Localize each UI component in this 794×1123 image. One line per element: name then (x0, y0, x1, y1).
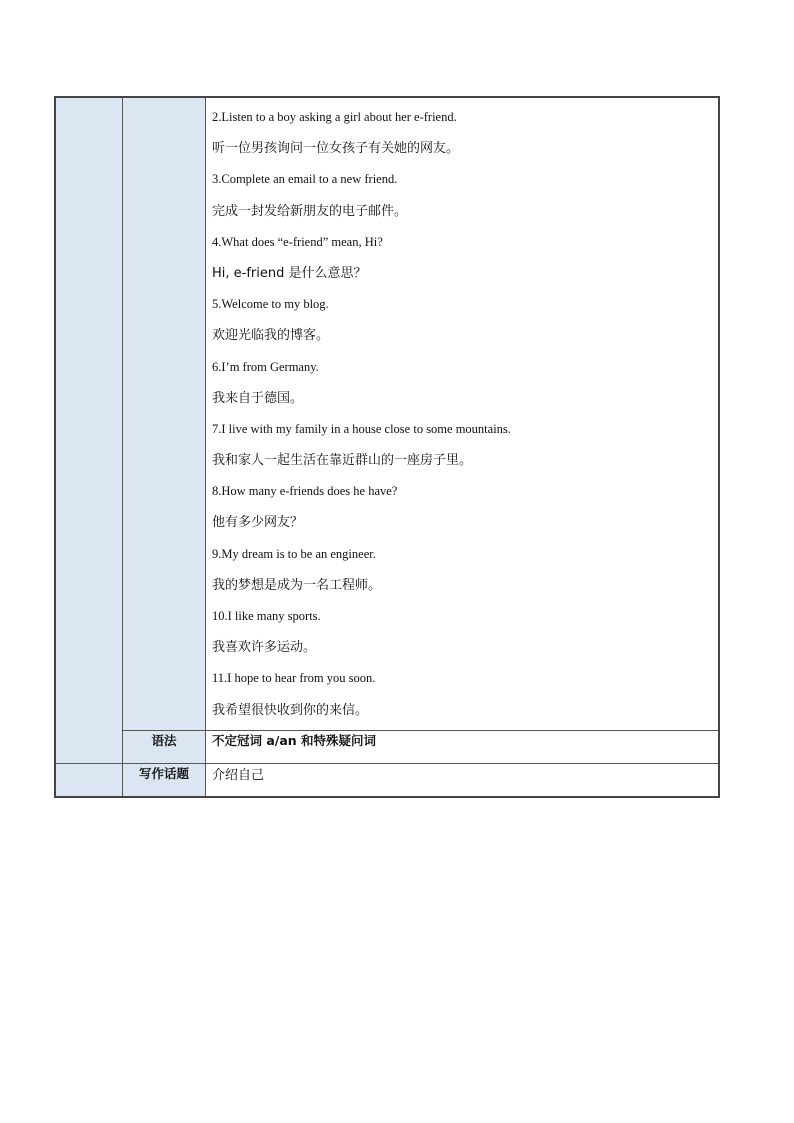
section-cell (55, 97, 123, 763)
sentence-en: 2.Listen to a boy asking a girl about her e-friend. (212, 110, 457, 124)
sentence-list (206, 98, 718, 730)
sentence-zh: 我和家人一起生活在靠近群山的一座房子里。 (212, 453, 473, 469)
sentence-zh: 听一位男孩询问一位女孩子有关她的网友。 (212, 141, 460, 157)
sentence-zh: 我希望很快收到你的来信。 (212, 702, 369, 718)
sentence-zh: 他有多少网友？ (212, 515, 304, 531)
sentence-en: 8.How many e-friends does he have? (212, 484, 398, 499)
sentence-en: 11.I hope to hear from you soon. (212, 671, 376, 686)
sentence-en: 9.My dream is to be an engineer. (212, 546, 376, 561)
sentence-zh: Hi, e-friend 是什么意思？ (212, 265, 367, 281)
writing-value: 介绍自己 (212, 767, 265, 783)
sentence-zh: 欢迎光临我的博客。 (212, 328, 330, 344)
sentence-en: 3.Complete an email to a new friend. (212, 172, 398, 187)
writing-row (55, 763, 719, 797)
writing-section-cell (55, 763, 123, 797)
lesson-table (54, 96, 720, 798)
sentence-zh: 我来自于德国。 (212, 390, 304, 406)
sentence-en: 7.I live with my family in a house close to some mountains. (212, 421, 511, 436)
writing-value-cell (206, 763, 720, 797)
sentence-en: 10.I like many sports. (212, 609, 321, 623)
sentence-zh: 完成一封发给新朋友的电子邮件。 (212, 203, 408, 219)
sentence-en: 5.Welcome to my blog. (212, 297, 329, 312)
sentence-en: 4.What does “e-friend” mean, Hi? (212, 234, 383, 249)
sentences-cell (206, 97, 720, 730)
grammar-row (55, 730, 719, 763)
grammar-value-cell (206, 730, 720, 763)
grammar-value: 不定冠词 a/an 和特殊疑问词 (212, 732, 377, 748)
sentence-zh: 我喜欢许多运动。 (212, 640, 317, 656)
grammar-label: 语法 (123, 730, 206, 763)
sentences-label-cell (123, 97, 206, 730)
sentence-zh: 我的梦想是成为一名工程师。 (212, 577, 382, 593)
writing-label: 写作话题 (123, 763, 206, 797)
sentence-en: 6.I’m from Germany. (212, 359, 319, 374)
sentences-row (55, 97, 719, 730)
